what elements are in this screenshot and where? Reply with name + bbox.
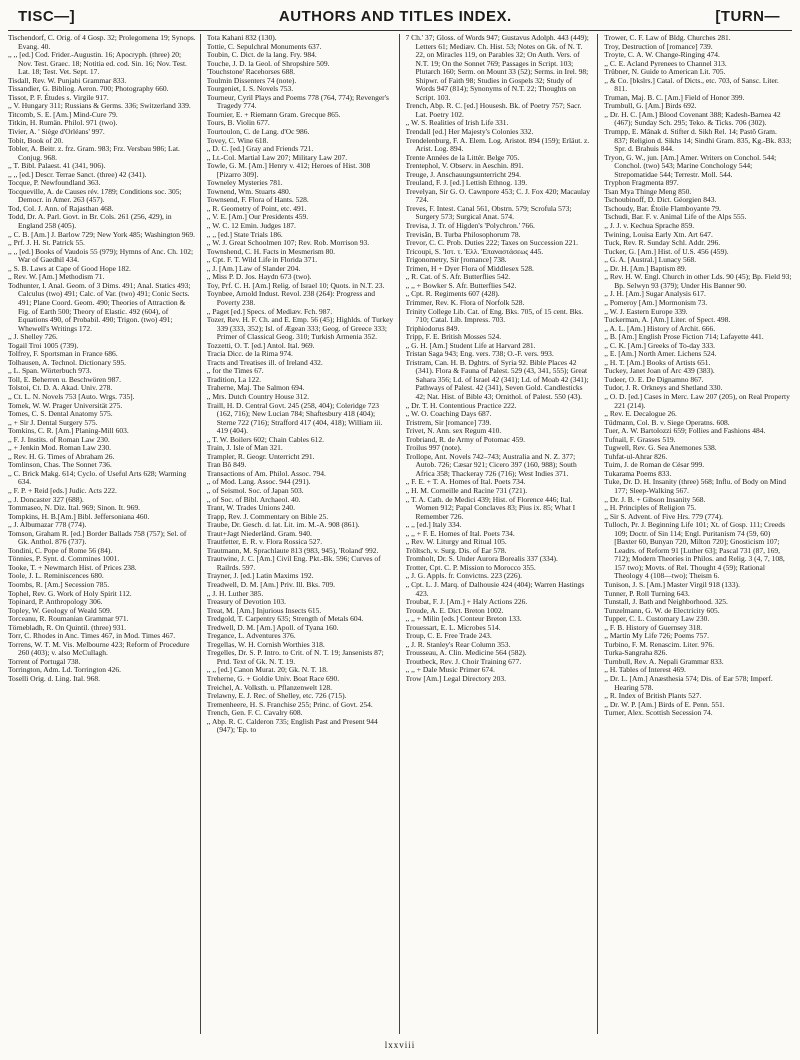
index-entry: ,, ,, [ed.] State Trials 186. xyxy=(206,229,283,239)
index-entry: Trautfetter, E. R. v. Flora Rossica 527. xyxy=(206,537,323,547)
index-entry: Trente Années de la Littér. Belge 705. xyxy=(405,152,520,162)
index-entry: ,, J. Albumazar 778 (774). xyxy=(8,520,87,530)
index-entry: ,, ,, [ed.] Books of Vaudois 55 (979); Hymns of Anc. Ch. 102; War of Gaedhil 434. xyxy=(8,246,194,265)
index-entry: Towle, G. M. [Am.] Henry v. 412; Heroes of Hist. 308 [Pizarro 309]. xyxy=(206,161,371,179)
index-entry: ,, Rev. E. Decalogue 26. xyxy=(604,409,677,419)
index-entry: Truman, Maj. B. C. [Am.] Field of Honor 399. xyxy=(604,92,745,102)
index-entry: Trow [Am.] Legal Directory 203. xyxy=(405,674,507,684)
index-entry: ,, Dr. L. [Am.] Anæsthesia 574; Dis. of Ear 578; Imperf. Hearing 578. xyxy=(604,674,773,692)
index-entry: ,, A. L. [Am.] History of Archit. 666. xyxy=(604,323,716,333)
index-entry: Tophel, Rev. G. Work of Holy Spirit 112. xyxy=(8,588,132,598)
index-entry: Troude, A. E. Dict. Breton 1002. xyxy=(405,605,504,615)
index-entry: Tryon, G. W., jun. [Am.] Amer. Writers on Conchol. 544; Conchol. (two) 543; Marine Conchology 544; Strepomatidae 544; Terrestr. Moll. 544. xyxy=(604,152,777,179)
index-entry: Tuke, Dr. D. H. Insanity (three) 568; Influ. of Body on Mind 177; Sleep-Walking 567. xyxy=(604,477,787,495)
index-entry: ,, J. Shelley 726. xyxy=(8,332,58,342)
index-entry: Trendelenburg, F. A. Elem. Log. Aristot. 894 (159); Erläut. z. Arist. Log. 894. xyxy=(405,135,590,154)
index-entry: ,, for the Times 67. xyxy=(206,366,264,376)
index-entry: ,, T. W. Boilers 602; Chain Cables 612. xyxy=(206,434,324,444)
index-entry: ,, of Mod. Lang. Assoc. 944 (291). xyxy=(206,477,311,487)
index-entry: Treuge, J. Anschauungsunterricht 294. xyxy=(405,169,522,179)
index-entry: Toubin, C. Dict. de la lang. Fry. 984. xyxy=(206,50,317,60)
index-entry: Tschoudy, Bar. Étoile Flamboyante 79. xyxy=(604,203,721,213)
index-entry: ,, ,, [ed.] Italy 334. xyxy=(405,520,462,530)
index-entry: Traube, Dr. Gesch. d. lat. Lit. im. M.-A. 908 (861). xyxy=(206,520,360,530)
index-entry: Troubat, F. J. [Am.] + Haly Actions 226. xyxy=(405,597,528,607)
index-entry: Tobit, Book of 20. xyxy=(8,135,64,145)
index-entry: ,, W. S. Realities of Irish Life 331. xyxy=(405,118,509,128)
index-entry: Trelawny, E. J. Rec. of Shelley, etc. 726 (715). xyxy=(206,691,347,701)
index-entry: ,, W. O. Coaching Days 687. xyxy=(405,409,492,419)
index-entry: ,, Dr. T. H. Contentious Practice 222. xyxy=(405,400,517,410)
index-entry: Torceanu, R. Roumanian Grammar 971. xyxy=(8,614,129,624)
header-rule xyxy=(8,30,792,31)
index-entry: Traill, H. D. Central Govt. 245 (258, 404); Coleridge 723 (162, 716); New Lucian 784; Shaftesbury 418 (404); Sterne 722 (716); Strafford 417 (404, 418); William iii. 419 (404). xyxy=(206,400,383,436)
index-entry: Toynbee, Arnold Indust. Revol. 238 (264): Progress and Poverty 238. xyxy=(206,289,375,307)
index-entry: Tregellas, W. H. Cornish Worthies 318. xyxy=(206,639,325,649)
index-entry: Toselli Orig. d. Ling. Ital. 968. xyxy=(8,674,100,684)
index-entry: ,, C. E. Acland Pyrenees to Channel 313. xyxy=(604,58,727,68)
index-entry: Tovey, C. Wine 618. xyxy=(206,135,269,145)
index-entry: Tomek, W. W. Prager Universität 275. xyxy=(8,400,123,410)
index-entry: Trautwine, J. C. [Am.] Civil Eng. Pkt.-Bk. 596; Curves of Railrds. 597. xyxy=(206,554,381,572)
index-entry: ,, C. K. [Am.] Greeks of To-day 333. xyxy=(604,340,716,350)
index-entry: Tisdall, Rev. W. Punjabi Grammar 833. xyxy=(8,75,127,85)
index-entry: ,, + Sir J. Dental Surgery 575. xyxy=(8,417,98,427)
index-entry: ,, ,, + F. E. Homes of Ital. Poets 734. xyxy=(405,528,515,538)
index-entry: ,, Rev. W. Liturgy and Ritual 105. xyxy=(405,537,507,547)
index-entry: ,, R. Geometry of Point, etc. 491. xyxy=(206,203,307,213)
index-entry: ,, Abp. R. C. Calderon 735; English Past and Present 944 (947); 'Ep. to xyxy=(206,716,378,735)
index-entry: Tuhfat-ul-Ahrar 826. xyxy=(604,451,668,461)
index-entry: ,, of Seismol. Soc. of Japan 503. xyxy=(206,485,304,495)
index-entry: ,, H. Tables of Interest 469. xyxy=(604,665,686,675)
index-entry: Tourneur, Cyril Plays and Poems 778 (764, 774); Revenger's Tragedy 774. xyxy=(206,92,389,111)
index-entry: ,, W. J. Great Schoolmen 107; Rev. Rob. Morrison 93. xyxy=(206,238,370,248)
index-entry: ,, ,, [ed.] Cod. Frider.-Augustin. 16; Apocryph. (three) 20; Nov. Test. Graec. 18; Notitia ed. cod. Sin. 16; Nov. Test. Lat. 18; Test. Vet. Sept. 17. xyxy=(8,50,187,77)
index-entry: ,, Martin My Life 726; Poems 757. xyxy=(604,631,710,641)
index-entry: Tracts and Treatises ill. of Ireland 432. xyxy=(206,357,323,367)
index-entry: Titkin, H. Rumän. Philol. 971 (two). xyxy=(8,118,118,128)
index-entry: Tremenheere, H. S. Franchise 255; Princ. of Govt. 254. xyxy=(206,699,373,709)
index-entry: Tomlinson, Chas. The Sonnet 736. xyxy=(8,460,112,470)
index-entry: Tolfrey, F. Sportsman in France 686. xyxy=(8,349,118,359)
index-entry: Tromholt, Dr. S. Under Aurora Borealis 337 (334). xyxy=(405,554,558,564)
index-entry: Tripp, F. E. British Mosses 524. xyxy=(405,332,502,342)
index-entry: ,, B. [Am.] English Prose Fiction 714; Lafayette 441. xyxy=(604,332,764,342)
index-entry: Trautmann, M. Sprachlaute 813 (983, 945), 'Roland' 992. xyxy=(206,545,379,555)
index-entry: Tunison, J. S. [Am.] Master Virgil 918 (133). xyxy=(604,580,740,589)
index-entry: Treves, F. Intest. Canal 561, Obstrn. 579; Scrofula 573; Surgery 573; Surgical Anat. 574. xyxy=(405,203,572,222)
index-entry: ,, Dr. J. B. + Gibson Insanity 568. xyxy=(604,494,706,504)
index-entry: Tottie, C. Sepulchral Monuments 637. xyxy=(206,41,322,51)
index-entry: Troy, Destruction of [romance] 739. xyxy=(604,41,713,51)
index-entry: Troup, C. E. Free Trade 243. xyxy=(405,631,492,641)
running-header xyxy=(18,8,780,28)
index-entry: ,, F. E. + T. A. Homes of Ital. Poets 734. xyxy=(405,477,526,487)
index-entry: Tissandier, G. Bibliog. Aeron. 700; Photography 660. xyxy=(8,84,169,94)
index-entry: Tugwell, Rev. G. Sea Anemones 538. xyxy=(604,443,717,453)
index-entry: Tönnies, P. Synt. d. Commines 1001. xyxy=(8,554,120,564)
index-columns xyxy=(8,34,792,1034)
index-entry: Tristan Saga 943; Eng. vers. 738; O.-F. vers. 993. xyxy=(405,349,554,359)
index-entry: Trobriand, R. de Army of Potomac 459. xyxy=(405,434,526,444)
index-entry: Townsend, F. Flora of Hants. 528. xyxy=(206,195,309,205)
index-entry: Tredgold, T. Carpentry 635; Strength of Metals 604. xyxy=(206,614,364,624)
index-entry: Tristram, Can. H. B. Dghtrs. of Syria 92. Bible Places 42 (341). Flora & Fauna of Palest. 529 (43, 341, 555); Great Sahara 356; Ld. of Israel 42 (341); Ld. of Moab 42 (341); Pathways of Palest. 42 (341), Seven Gold. Candlesticks 42; Nat. Hist. of Bible 43; Ornithol. of Palest. 550 (43). xyxy=(405,357,589,401)
index-entry: Tolstoi, Ct. D. A. Akad. Univ. 278. xyxy=(8,383,113,393)
index-entry: ,, R. Index of British Plants 527. xyxy=(604,691,702,701)
index-entry: ,, Mrs. Dutch Country House 312. xyxy=(206,391,310,401)
index-entry: Train, J. Isle of Man 321. xyxy=(206,443,283,453)
index-entry: ,, ,, + Milin [eds.] Conteur Breton 133. xyxy=(405,614,522,624)
header-left: TISC—] xyxy=(18,8,76,25)
index-entry: Topinard, P. Anthropology 306. xyxy=(8,597,103,607)
index-entry: Tsan Mya Thinge Meng 850. xyxy=(604,186,692,196)
index-entry: ,, Paget [ed.] Specs. of Mediæv. Fch. 987. xyxy=(206,306,333,316)
index-entry: ,, Ct. L. N. Novels 753 [Auto. Wrgs. 735]. xyxy=(8,391,135,401)
index-entry: Toll, E. Beherren u. Beschwören 987. xyxy=(8,374,121,384)
index-entry: Tracia Dicc. de la Rima 974. xyxy=(206,349,293,359)
index-entry: ,, Rev. H. W. Engl. Church in other Lds. 90 (45); Bp. Field 93; Bp. Selwyn 93 (379); Under His Banner 90. xyxy=(604,272,792,290)
index-entry: ,, J. Doncaster 327 (688). xyxy=(8,494,84,504)
index-entry: Triphiodorus 849. xyxy=(405,323,460,333)
index-entry: ,, J. G. Appls. fr. Convictns. 223 (226). xyxy=(405,571,522,581)
index-entry: ,, & Co. [bkslrs.] Catal. of Dicts., etc. 703, of Sansc. Liter. 811. xyxy=(604,75,779,94)
index-entry: Tissot, P. F. Études s. Virgile 917. xyxy=(8,92,109,102)
index-entry: Trower, C. F. Law of Bldg. Churches 281. xyxy=(604,34,731,42)
index-entry: ,, of Soc. of Bibl. Archaeol. 40. xyxy=(206,494,301,504)
index-entry: Tota Kahani 832 (130). xyxy=(206,34,277,42)
index-entry: Tivier, A. ' Siège d'Orléans' 997. xyxy=(8,127,105,137)
index-entry: ,, W. J. Eastern Europe 339. xyxy=(604,306,688,316)
index-entry: Tryphon Fragmenta 897. xyxy=(604,178,679,188)
index-entry: Trench, Abp. R. C. [ed.] Housesh. Bk. of Poetry 757; Sacr. Lat. Poetry 102. xyxy=(405,101,582,119)
index-entry: ,, Pomeroy [Am.] Mormonism 73. xyxy=(604,297,708,307)
index-entry: Tschoubinoff, D. Dict. Géorgien 843. xyxy=(604,195,717,205)
index-entry: ,, ,, [ed.] Canon Murat. 20; Gk. N. T. 18. xyxy=(206,665,328,675)
index-entry: Tommaseo, N. Diz. Ital. 969; Sinon. It. 969. xyxy=(8,503,140,513)
index-column-2 xyxy=(207,34,400,1034)
index-entry: ,, F. J. Instits. of Roman Law 230. xyxy=(8,434,110,444)
index-entry: Troyte, C. A. W. Change-Ringing 474. xyxy=(604,50,720,60)
index-entry: Tompkins, H. B.[Am.] Bibl. Jeffersoniana 460. xyxy=(8,511,150,521)
index-entry: Tuim, J. de Roman de César 999. xyxy=(604,460,705,470)
index-entry: Transactions of Am. Philol. Assoc. 794. xyxy=(206,468,326,478)
index-entry: ,, J. H. Luther 385. xyxy=(206,588,264,598)
index-entry: Toombs, R. [Am.] Secession 785. xyxy=(8,580,110,589)
index-entry: ,, H. T. [Am.] Books of Artists 651. xyxy=(604,357,711,367)
index-entry: ,, T. Bibl. Palaest. 41 (341, 906). xyxy=(8,161,106,171)
header-right: [TURN— xyxy=(715,8,780,25)
index-entry: Tocque, P. Newfoundland 363. xyxy=(8,178,101,188)
index-entry: Törnebladh, R. On Quintil. (three) 931. xyxy=(8,622,127,632)
index-entry: Troutbeck, Rev. J. Choir Training 677. xyxy=(405,656,522,666)
index-entry: Tristrem, Sir [romance] 739. xyxy=(405,417,492,427)
index-entry: Trimmer, Rev. K. Flora of Norfolk 528. xyxy=(405,297,525,307)
index-entry: ,, Dr. W. P. [Am.] Birds of E. Penn. 551. xyxy=(604,699,725,709)
index-entry: ,, T. A. Cath. de Medici 439; Hist. of Florence 446; Ital. Women 912; Papal Conclaves 83; Pius ix. 85; What I Remember 726. xyxy=(405,494,576,521)
index-entry: Tran Bô 849. xyxy=(206,460,247,470)
index-entry: Trevisa, J. Tr. of Higden's 'Polychron.' 766. xyxy=(405,221,535,231)
index-entry: Tukarama Poems 833. xyxy=(604,468,672,478)
index-entry: Titcomb, S. E. [Am.] Mind-Cure 79. xyxy=(8,109,118,119)
index-entry: 7 Ch.' 37; Gloss. of Words 947; Gustavus Adolph. 443 (449); Letters 61; Mediæv. Ch. Hist. 53; Notes on Gk. of N. T. 22, on Miracles 119, on Parables 32; On Auth. Vers. of N.T. 19; On the Sonnet 769; Passages in Script. 103; Plutarch 160; Serm. on Mount 33 (52); Serms. in Irel. 98; Shipwr. of Faith 98; Studies in Gospels 32; Study of Words 947 (814); Synonyms of N.T. 22; Thoughts on Script. 103. xyxy=(405,34,589,102)
index-entry: Tupper, C. L. Customary Law 230. xyxy=(604,614,710,624)
index-entry: Trimen, H + Dyer Flora of Middlesex 528. xyxy=(405,263,534,273)
index-column-3 xyxy=(406,34,599,1034)
index-entry: Trotter, Cpt. C. P. Mission to Morocco 355. xyxy=(405,562,536,572)
index-entry: Tuer, A. W. Bartolozzi 659; Follies and Fashions 484. xyxy=(604,426,766,436)
index-entry: Tomes, C. S. Dental Anatomy 575. xyxy=(8,409,113,419)
index-entry: Tunzelmann, G. W. de Electricity 605. xyxy=(604,605,720,615)
index-entry: Trench, Gen. F. C. Cavalry 608. xyxy=(206,708,303,718)
index-entry: ,, Rev. H. G. Times of Abraham 26. xyxy=(8,451,115,461)
index-entry: Trendall [ed.] Her Majesty's Colonies 332. xyxy=(405,127,534,137)
index-entry: Tozzetti, O. T. [ed.] Antol. Ital. 969. xyxy=(206,340,315,350)
index-entry: ,, D. C. [ed.] Gray and Friends 721. xyxy=(206,144,314,154)
index-entry: Tudor, J. R. Orkneys and Shetland 330. xyxy=(604,383,723,393)
index-entry: Tourtoulon, C. de Lang. d'Oc 986. xyxy=(206,127,310,137)
index-entry: ,, Sir S. Advent. of Five Hrs. 779 (774). xyxy=(604,511,723,521)
index-entry: ,, Cpt. F. T. Wild Life in Florida 371. xyxy=(206,255,318,265)
index-entry: Trigonometry, Sir [romance] 738. xyxy=(405,255,507,265)
index-entry: Townshend, C. H. Facts in Mesmerism 80. xyxy=(206,246,335,256)
index-entry: Tuckey, Janet Joan of Arc 439 (383). xyxy=(604,366,715,376)
index-entry: Townend, Wm. Stuarts 480. xyxy=(206,186,291,196)
index-entry: Tradition, La 122. xyxy=(206,374,262,384)
index-entry: ,, L. Span. Wörterbuch 973. xyxy=(8,366,92,376)
index-entry: Tuckerman, A. [Am.] Liter. of Spect. 498. xyxy=(604,315,731,325)
index-entry: Trousseau, A. Clin. Medicine 564 (582). xyxy=(405,648,527,658)
index-entry: Togail Troi 1005 (739). xyxy=(8,340,79,350)
index-entry: ,, C. Brick Makg. 614; Cyclo. of Useful Arts 628; Warming 634. xyxy=(8,468,187,487)
page-number: lxxviii xyxy=(384,1040,416,1050)
index-entry: Tourgeniet, I. S. Novels 753. xyxy=(206,84,294,94)
index-entry: Trumbull, G. [Am.] Birds 692. xyxy=(604,101,697,111)
index-entry: Toole, J. L. Reminiscences 680. xyxy=(8,571,104,581)
index-entry: ,, O. D. [ed.] Cases in Merc. Law 207 (205), on Real Property 221 (214). xyxy=(604,391,790,410)
index-entry: ,, R. Cat. of S. Afr. Butterflies 542. xyxy=(405,272,511,282)
index-entry: Tredwell, D. M. [Am.] Apoll. of Tyana 160. xyxy=(206,622,339,632)
index-entry: Trentephol, V. Observ. in Aeschin. 891. xyxy=(405,161,524,171)
index-entry: ,, J. R. Stanley's Rear Column 353. xyxy=(405,639,511,649)
index-entry: Twining, Louisa Early Xtn. Art 647. xyxy=(604,229,713,239)
index-entry: Tregance, L. Adventures 376. xyxy=(206,631,296,641)
index-entry: Trevor, C. C. Prob. Duties 222; Taxes on Succession 221. xyxy=(405,238,579,248)
index-entry: Tocqueville, A. de Causes rév. 1789; Conditions soc. 305; Democr. in Amer. 263 (457). xyxy=(8,186,182,205)
index-entry: Turner, Alex. Scottish Secession 74. xyxy=(604,708,713,718)
index-entry: ,, Cpt. R. Regiments 607 (428). xyxy=(405,289,500,299)
index-entry: ,, G. A. [Austral.] Lunacy 568. xyxy=(604,255,697,265)
index-entry: ,, J. [Am.] Law of Slander 204. xyxy=(206,263,301,273)
index-entry: Tüdmann, Col. B. v. Siege Operatns. 608. xyxy=(604,417,730,427)
index-entry: Trinity College Lib. Cat. of Eng. Bks. 705, of 15 cent. Bks. 710; Catal. Lib. Impress. 703. xyxy=(405,306,584,325)
index-entry: Toy, Prf. C. H. [Am.] Relig. of Israel 10; Quots. in N.T. 23. xyxy=(206,280,385,290)
index-entry: Treichel, A. Volksth. u. Pflanzenwelt 128. xyxy=(206,682,333,692)
index-entry: Tod, Col. J. Ann. of Rajasthan 468. xyxy=(8,203,114,213)
index-column-4 xyxy=(604,34,792,1034)
index-entry: ,, H. Principles of Religion 75. xyxy=(604,503,697,513)
index-entry: Turbino, F. M. Renascim. Liter. 976. xyxy=(604,639,714,649)
index-entry: Trevelyan, Sir G. O. Cawnpore 453; C. J. Fox 420; Macaulay 724. xyxy=(405,186,590,205)
index-entry: Tunner, P. Roll Turning 643. xyxy=(604,588,690,598)
index-entry: Tolhausen, A. Technol. Dictionary 595. xyxy=(8,357,126,367)
index-entry: ,, V. Hungary 311; Russians & Germs. 336; Switzerland 339. xyxy=(8,101,191,111)
index-entry: ,, + Jenkin Mod. Roman Law 230. xyxy=(8,443,111,453)
index-entry: Torrens, W. T. M. Vis. Melbourne 423; Reform of Procedure 260 (403); v. also McCullagh. xyxy=(8,639,190,658)
index-entry: Tondini, C. Pope of Rome 56 (84). xyxy=(8,545,113,555)
index-entry: Trant, W. Trades Unions 240. xyxy=(206,503,296,513)
index-entry: Treasury of Devotion 103. xyxy=(206,597,287,607)
index-entry: Trevisân, B. Turba Philosophorum 78. xyxy=(405,229,521,239)
index-entry: Trollope, Ant. Novels 742–743; Australia and N. Z. 377; Autob. 726; Cæsar 921; Cicero 397 (160, 988); South Africa 358; Thackeray 726 (716); West Indies 371. xyxy=(405,451,577,478)
index-entry: Torr, C. Rhodes in Anc. Times 467, in Mod. Times 467. xyxy=(8,631,176,641)
index-entry: ,, J. J. v. Kechua Sprache 859. xyxy=(604,221,695,231)
index-entry: ,, Cpt. L. J. Marq. of Dalhousie 424 (404); Warren Hastings 423. xyxy=(405,580,585,598)
index-entry: ,, Miss P. D. Jos. Haydn 673 (two). xyxy=(206,272,312,282)
index-entry: ,, ,, + Bowker S. Afr. Butterflies 542. xyxy=(405,280,517,290)
page-heading: AUTHORS AND TITLES INDEX. xyxy=(278,8,512,25)
index-entry: Towneley Mysteries 781. xyxy=(206,178,283,188)
index-entry: Tomkins, C. R. [Am.] Planing-Mill 603. xyxy=(8,426,129,436)
index-entry: 'Touchstone' Racehorses 688. xyxy=(206,67,295,77)
index-entry: Tufnail, F. Grasses 519. xyxy=(604,434,676,444)
index-entry: ,, G. H. [Am.] Student Life at Harvard 281. xyxy=(405,340,536,350)
index-entry: Torrington, Adm. Ld. Torrington 426. xyxy=(8,665,121,675)
index-entry: Tregelles, Dr. S. P. Intro. to Crit. of N. T. 19; Jansenists 87; Prtd. Text of Gk. N. T. 19. xyxy=(206,648,384,666)
index-entry: Todhunter, I. Anal. Geom. of 3 Dims. 491; Anal. Statics 493; Calculus (two) 491; Calc. of Var. (two) 491; Conic Sects. 491; Plane Coord. Geom. 490; Theories of Attraction & Fig. of Earth 500; Theory of Elastic. 492 (604), of Equations 490, of Probabil. 490; Trigon. (two) 491; Whewell's Writings 172. xyxy=(8,280,191,333)
index-entry: ,, ,, + Dale Music Primer 674. xyxy=(405,665,495,675)
index-entry: Tunstall, J. Bath and Neighborhood. 325. xyxy=(604,597,728,607)
index-entry: ,, F. P. + Reid [eds.] Judic. Acts 222. xyxy=(8,485,117,495)
index-entry: ,, Rev. W. [Am.] Methodism 71. xyxy=(8,272,105,282)
index-entry: ,, Lt.-Col. Martial Law 207; Military Law 207. xyxy=(206,152,348,162)
index-entry: Turnbull, Rev. A. Nepali Grammar 833. xyxy=(604,656,724,666)
index-entry: Trumpp, E. Mânak d. Stifter d. Sikh Rel. 14; Pastô Gram. 837; Religion d. Sikhs 14; Sindhi Gram. 835, Kg.-Bk. 833; Spr. d. Brahuis 844. xyxy=(604,127,792,154)
index-column-1 xyxy=(8,34,201,1034)
index-entry: Torrent of Portugal 738. xyxy=(8,656,81,666)
index-entry: ,, W. C. 12 Emin. Judges 187. xyxy=(206,221,296,231)
index-entry: Tours, B. Violin 677. xyxy=(206,118,270,128)
index-entry: Topley, W. Geology of Weald 509. xyxy=(8,605,112,615)
index-entry: ,, Dr. H. [Am.] Baptism 89. xyxy=(604,263,687,273)
index-entry: Toulmin Dissenters 74 (note). xyxy=(206,75,297,85)
index-entry: Treat, M. [Am.] Injurious Insects 615. xyxy=(206,605,322,615)
index-entry: Treuland, F. J. [ed.] Lettish Ethnog. 139. xyxy=(405,178,528,188)
index-entry: Tudeer, O. E. De Dignamno 867. xyxy=(604,374,704,384)
index-entry: Troilus 997 (note). xyxy=(405,443,462,453)
index-entry: ,, E. [Am.] North Amer. Lichens 524. xyxy=(604,349,717,359)
index-entry: Trivet, N. Ann. sex Regum 410. xyxy=(405,426,502,436)
index-entry: Tulloch, Pr. J. Beginning Life 101; Xt. of Gosp. 111; Creeds 109; Doctr. of Sin 114; Engl. Puritanism 74 (59, 60) [Baxter 60, Bunyan 720, Milton 720]; Gnosticism 107; Leadrs. of Reform 91 [Luther 63]; Pascal 731 (87, 169, 712); Modern Theories in Philos. and Relig. 3 (4, 7, 108, 157 two); Movts. of Rel. Thought 4 (59); Rational Theology 4 (108—two); Theism 6. xyxy=(604,520,785,581)
index-entry: Tobler, A. Beitr. z. frz. Gram. 983; Frz. Versbau 986; Lat. Conjug. 968. xyxy=(8,144,180,162)
index-entry: Tuck, Rev. R. Sunday Schl. Addr. 296. xyxy=(604,238,721,248)
index-entry: Tröltsch, v. Surg. Dis. of Ear 578. xyxy=(405,545,507,555)
index-entry: ,, Dr. H. C. [Am.] Blood Covenant 388; Kadesh-Barnea 42 (467); Sunday Sch. 295; Teko. & Ticks. 706 (302). xyxy=(604,109,781,128)
index-entry: Tournier, E. + Riemann Gram. Grecque 865. xyxy=(206,109,341,119)
index-entry: ,, ,, [ed.] Descr. Terrae Sanct. (three) 42 (341). xyxy=(8,169,147,179)
index-entry: Tucker, G. [Am.] Hist. of U.S. 456 (459). xyxy=(604,246,729,256)
index-entry: Traut+Jagt Niederländ. Gram. 940. xyxy=(206,528,312,538)
index-entry: Trayner, J. [ed.] Latin Maxims 192. xyxy=(206,571,314,581)
index-entry: Trouessart, E. L. Microbes 514. xyxy=(405,622,501,632)
index-entry: ,, F. B. History of Guernsey 318. xyxy=(604,622,703,632)
index-entry: ,, H. M. Corneille and Racine 731 (721). xyxy=(405,485,528,495)
index-entry: Turka-Sangraha 826. xyxy=(604,648,668,658)
index-entry: Treherne, G. + Goldie Univ. Boat Race 690. xyxy=(206,674,340,684)
index-entry: ,, V. E. [Am.] Our Presidents 459. xyxy=(206,212,309,222)
index-entry: Tomson, Graham R. [ed.] Border Ballads 758 (757); Sel. of Gk. Anthol. 876 (737). xyxy=(8,528,187,547)
index-entry: ,, C. B. [Am.] J. Barlow 729; New York 485; Washington 969. xyxy=(8,229,195,239)
index-entry: Tischendorf, C. Orig. of 4 Gosp. 32; Prolegomena 19; Synops. Evang. 40. xyxy=(8,34,196,51)
index-entry: Trapp, Rev. J. Commentary on Bible 25. xyxy=(206,511,329,521)
index-entry: Tricoupi, S. 'Ιστ. τ. 'Ελλ. 'Επαναστάσεως 445. xyxy=(405,246,544,256)
index-entry: ,, Prf. J. H. St. Patrick 55. xyxy=(8,238,85,248)
index-entry: Traherne, Maj. The Salmon 694. xyxy=(206,383,305,393)
index-entry: Todd, Dr. A. Parl. Govt. in Br. Cols. 261 (256, 429), in England 258 (405). xyxy=(8,212,172,231)
index-entry: Trampler, R. Geogr. Unterricht 291. xyxy=(206,451,315,461)
index-entry: Trübner, N. Guide to American Lit. 705. xyxy=(604,67,726,77)
index-entry: Tschudi, Bar. F. v. Animal Life of the Alps 555. xyxy=(604,212,747,222)
index-entry: Tozer, Rev. H. F. Ch. and E. Emp. 56 (45); Highlds. of Turkey 339 (333, 352); Isl. of Ægean 333; Geog. of Greece 333; Primer of Classical Geog. 310; Turkish Armenia 352. xyxy=(206,315,394,342)
index-entry: Tooke, T. + Newmarch Hist. of Prices 238. xyxy=(8,562,137,572)
index-entry: Treadwell, D. M. [Am.] Priv. Ill. Bks. 709. xyxy=(206,580,335,589)
index-entry: ,, S. B. Laws at Cape of Good Hope 182. xyxy=(8,263,131,273)
index-entry: Touche, J. D. la Geol. of Shropshire 509. xyxy=(206,58,330,68)
index-entry: ,, J. H. [Am.] Sugar Analysis 617. xyxy=(604,289,706,299)
